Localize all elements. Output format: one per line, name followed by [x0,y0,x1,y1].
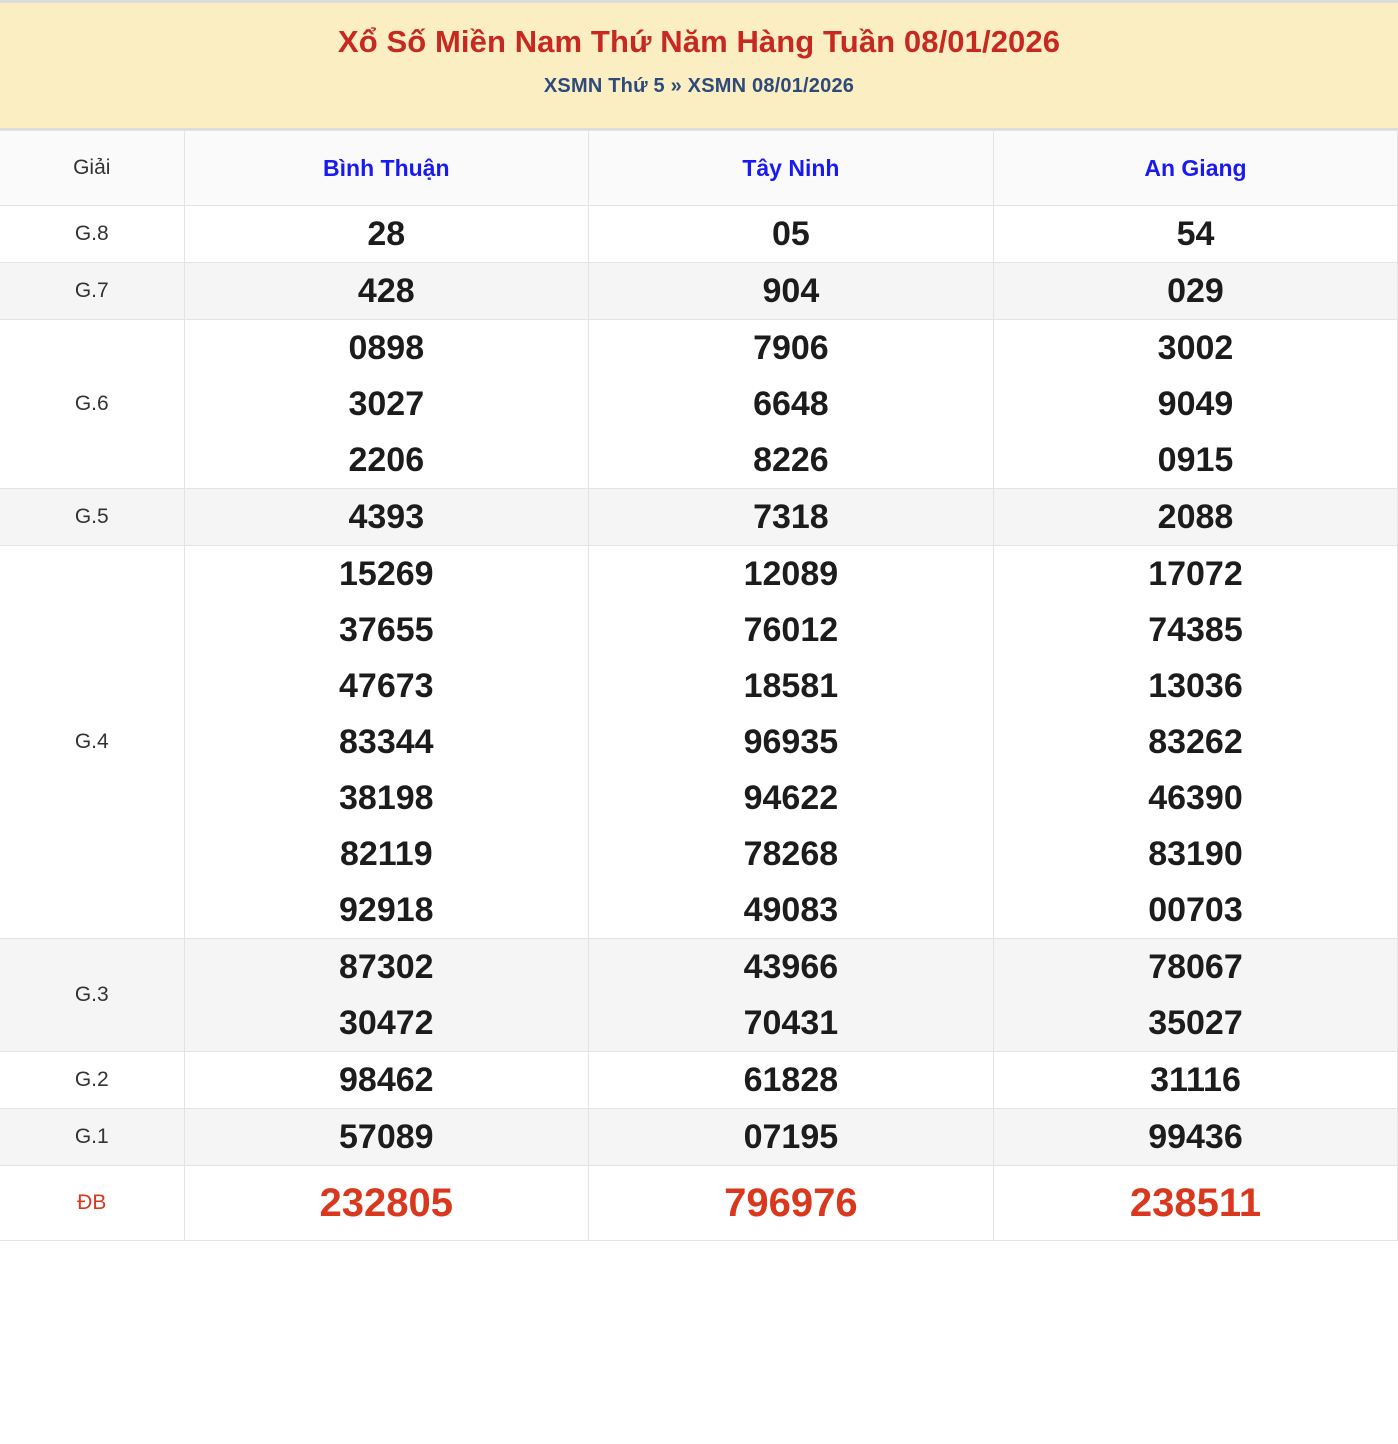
prize-number: 94622 [743,779,839,817]
prize-number: 6648 [753,385,829,423]
prize-number: 87302 [339,948,434,986]
table-row [0,320,1398,489]
prize-number: 232805 [319,1181,454,1225]
prize-label-g-4: G.4 [0,546,184,939]
prize-numbers-cell [993,263,1398,320]
prize-number: 8226 [753,441,829,479]
prize-number: 13036 [1148,667,1243,705]
prize-numbers-cell [589,1052,994,1109]
prize-numbers-cell [184,1166,589,1241]
prize-label-g-5: G.5 [0,489,184,546]
prize-label-g-3: G.3 [0,939,184,1052]
table-header [0,131,1398,206]
prize-number: 78268 [743,835,839,873]
page-banner [0,0,1398,130]
column-header-province-1[interactable]: Bình Thuận [184,131,589,206]
prize-number: 2088 [1157,498,1234,536]
prize-number: 78067 [1148,948,1243,986]
prize-numbers-cell [589,1166,994,1241]
prize-number: 904 [762,272,820,310]
prize-number: 428 [357,272,415,310]
prize-number: 49083 [743,891,839,929]
prize-label-g-7: G.7 [0,263,184,320]
column-header-prize: Giải [0,131,184,206]
prize-number: 0915 [1157,441,1234,479]
prize-number: 18581 [743,667,839,705]
prize-numbers-cell [184,1109,589,1166]
prize-number: 238511 [1129,1181,1262,1225]
prize-numbers-cell [589,489,994,546]
breadcrumb: XSMN Thứ 5 » XSMN 08/01/2026 [543,74,855,97]
prize-number: 7318 [753,498,829,536]
prize-number: 3027 [348,385,425,423]
prize-numbers-cell [993,206,1398,263]
table-body [0,206,1398,1241]
header-row [0,131,1398,206]
table-row [0,1166,1398,1241]
prize-numbers-cell [589,263,994,320]
prize-number: 17072 [1148,555,1243,593]
prize-number: 0898 [348,329,425,367]
page-title: Xổ Số Miền Nam Thứ Năm Hàng Tuần 08/01/2026 [337,24,1061,59]
table-row [0,939,1398,1052]
prize-number: 57089 [339,1118,434,1156]
prize-numbers-cell [184,320,589,489]
prize-numbers-cell [993,1166,1398,1241]
prize-numbers-cell [993,320,1398,489]
prize-number: 3002 [1157,329,1234,367]
prize-number: 70431 [743,1004,839,1042]
prize-number: 37655 [339,611,434,649]
prize-number: 54 [1176,215,1215,253]
prize-number: 15269 [339,555,434,593]
prize-number: 82119 [339,835,433,873]
prize-numbers-cell [589,320,994,489]
prize-numbers-cell [993,939,1398,1052]
table-row [0,1052,1398,1109]
prize-number: 12089 [743,555,839,593]
prize-numbers-cell [993,1052,1398,1109]
table-row [0,546,1398,939]
prize-numbers-cell [184,263,589,320]
prize-numbers-cell [993,489,1398,546]
table-row [0,263,1398,320]
table-row [0,1109,1398,1166]
prize-numbers-cell [589,939,994,1052]
prize-number: 96935 [743,723,839,761]
prize-number: 7906 [753,329,829,367]
table-row [0,206,1398,263]
column-header-province-3[interactable]: An Giang [993,131,1398,206]
prize-number: 029 [1167,272,1224,310]
prize-number: 83262 [1148,723,1243,761]
prize-number: 9049 [1157,385,1234,423]
prize-label-db: ĐB [0,1166,184,1241]
prize-number: 76012 [743,611,839,649]
prize-number: 43966 [743,948,839,986]
prize-number: 99436 [1148,1118,1243,1156]
prize-number: 31116 [1150,1061,1241,1099]
prize-number: 28 [367,215,406,253]
prize-numbers-cell [184,489,589,546]
prize-number: 83344 [339,723,434,761]
prize-number: 2206 [348,441,425,479]
prize-label-g-1: G.1 [0,1109,184,1166]
prize-label-g-8: G.8 [0,206,184,263]
prize-numbers-cell [184,206,589,263]
prize-number: 00703 [1148,891,1243,929]
prize-numbers-cell [184,1052,589,1109]
column-header-province-2[interactable]: Tây Ninh [589,131,994,206]
prize-number: 74385 [1148,611,1243,649]
prize-number: 83190 [1148,835,1243,873]
prize-number: 05 [771,215,810,253]
prize-number: 98462 [339,1061,434,1099]
prize-numbers-cell [184,546,589,939]
results-table [0,130,1398,1241]
prize-number: 61828 [743,1061,839,1099]
prize-number: 30472 [339,1004,434,1042]
prize-numbers-cell [993,1109,1398,1166]
prize-number: 07195 [743,1118,839,1156]
prize-number: 38198 [339,779,434,817]
prize-numbers-cell [993,546,1398,939]
prize-number: 796976 [724,1181,858,1225]
prize-number: 35027 [1148,1004,1243,1042]
prize-label-g-2: G.2 [0,1052,184,1109]
prize-label-g-6: G.6 [0,320,184,489]
prize-numbers-cell [589,206,994,263]
prize-numbers-cell [589,1109,994,1166]
prize-numbers-cell [184,939,589,1052]
prize-number: 47673 [339,667,434,705]
prize-number: 46390 [1148,779,1243,817]
prize-number: 92918 [339,891,434,929]
prize-numbers-cell [589,546,994,939]
table-row [0,489,1398,546]
prize-number: 4393 [348,498,425,536]
